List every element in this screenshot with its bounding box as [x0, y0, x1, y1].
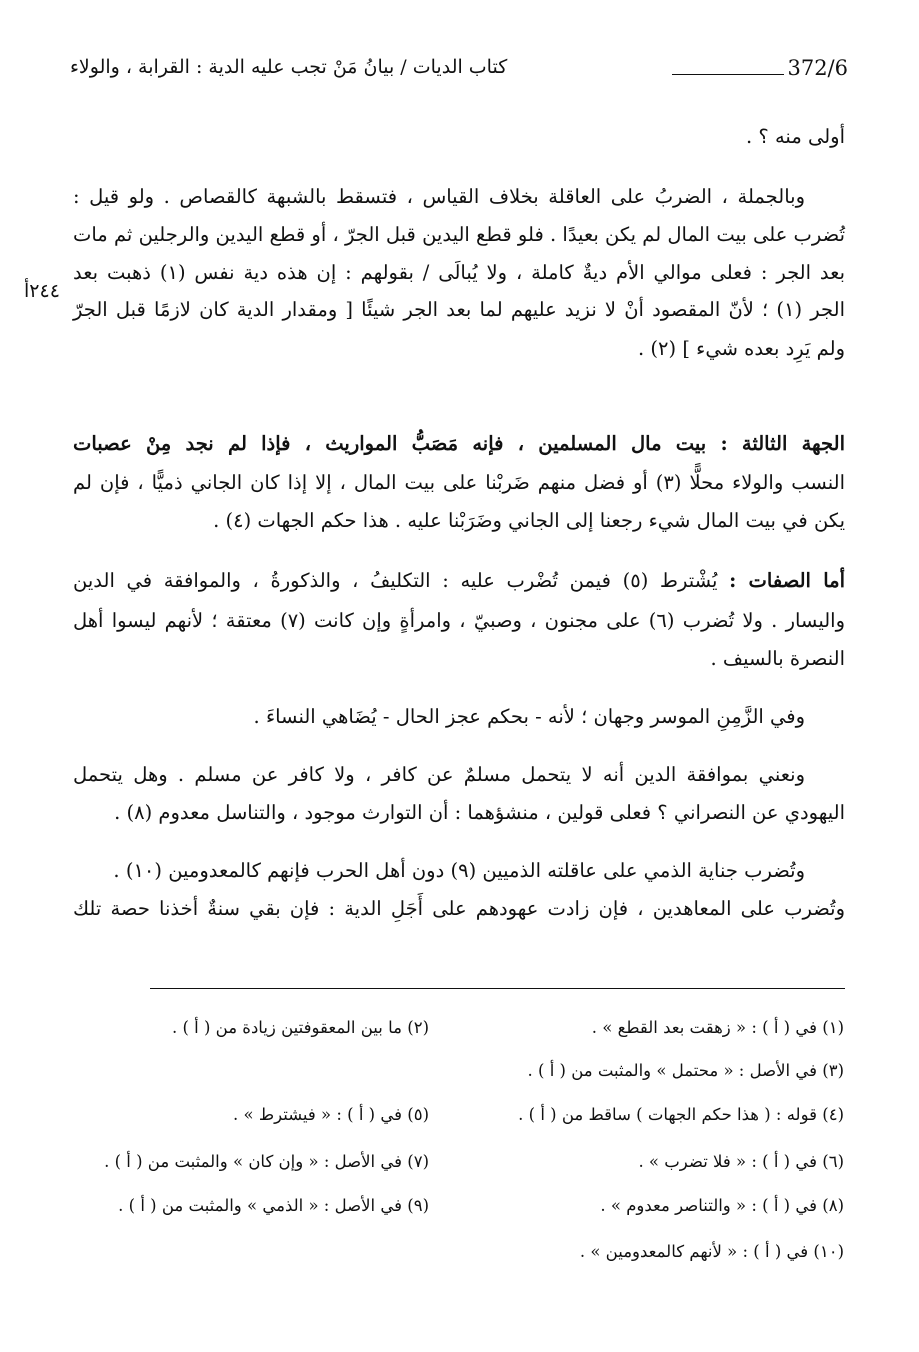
footnote: (٩) في الأصل : « الذمي » والمثبت من ( أ ) .: [118, 1196, 429, 1215]
page-number: 372/6: [787, 56, 848, 80]
footnote: (٨) في ( أ ) : « والتناصر معدوم » .: [600, 1196, 844, 1215]
text-line: الجر (١) ؛ لأنّ المقصود أنْ لا نزيد عليهم لما بعد الجر شيئًا [ ومقدار الدية كان لازمًا قبل الجرّ: [73, 298, 845, 321]
text-line: النسب والولاء محلًّا (٣) أو فضل منهم ضَربْنا على بيت المال ، إلا إذا كان الجاني ذميًّا ، فإن لم: [73, 471, 845, 494]
footnote-rule: [150, 988, 845, 989]
header-rule: [672, 74, 784, 75]
text-line: ونعني بموافقة الدين أنه لا يتحمل مسلمٌ عن كافر ، ولا كافر عن مسلم . وهل يتحمل: [73, 763, 805, 786]
running-title: كتاب الديات / بيانُ مَنْ تجب عليه الدية : القرابة ، والولاء: [70, 56, 508, 78]
running-header: [70, 52, 848, 92]
text-line: ولم يَرِد بعده شيء ] (٢) .: [638, 337, 845, 360]
footnote: (٢) ما بين المعقوفتين زيادة من ( أ ) .: [171, 1018, 429, 1037]
text-line: أولى منه ؟ .: [746, 125, 845, 148]
text-line: وفي الزَّمِنِ الموسر وجهان ؛ لأنه - بحكم عجز الحال - يُضَاهي النساءَ .: [253, 705, 805, 728]
footnote: (٣) في الأصل : « محتمل » والمثبت من ( أ ) .: [527, 1061, 844, 1080]
text-line: وتُضرب على المعاهدين ، فإن زادت عهودهم على أَجَلِ الدية : فإن بقي سنةٌ أخذنا حصة تلك: [73, 897, 845, 920]
footnote: (٤) قوله : ( هذا حكم الجهات ) ساقط من ( أ ) .: [518, 1105, 844, 1124]
text-line: النصرة بالسيف .: [710, 647, 845, 670]
footnote: (٥) في ( أ ) : « فيشترط » .: [233, 1105, 429, 1124]
text-line-heading: الجهة الثالثة : بيت مال المسلمين ، فإنه مَصَبُّ المواريث ، فإذا لم نجد مِنْ عصبات: [73, 432, 845, 455]
text-line: بعد الجر : فعلى موالي الأم ديةٌ كاملة ، ولا يُبالَى / بقولهم : إن هذه دية نفس (١) ذهبت بعد: [73, 261, 845, 284]
text-line: واليسار . ولا تُضرب (٦) على مجنون ، وصبيّ ، وامرأةٍ وإن كانت (٧) معتقة ؛ لأنهم ليسوا أهل: [73, 609, 845, 632]
footnote: (٦) في ( أ ) : « فلا تضرب » .: [638, 1152, 844, 1171]
text-line: يكن في بيت المال شيء رجعنا إلى الجاني وضَرَبْنا عليه . هذا حكم الجهات (٤) .: [213, 509, 845, 532]
text-line: وتُضرب جناية الذمي على عاقلته الذميين (٩) دون أهل الحرب فإنهم كالمعدومين (١٠) .: [113, 859, 805, 882]
section-heading: أما الصفات :: [729, 569, 845, 592]
text-line-heading: أما الصفات : يُشْترط (٥) فيمن تُضْرب عليه : التكليفُ ، والذكورةُ ، والموافقة في الدين: [73, 569, 845, 592]
text-line: وبالجملة ، الضربُ على العاقلة بخلاف القياس ، فتسقط بالشبهة كالقصاص . ولو قيل :: [73, 185, 805, 208]
footnote: (١٠) في ( أ ) : « لأنهم كالمعدومين » .: [579, 1242, 844, 1261]
footnote: (١) في ( أ ) : « زهقت بعد القطع » .: [591, 1018, 844, 1037]
margin-folio-note: ٢٤٤أ: [24, 280, 60, 302]
text-line: تُضرب على بيت المال لم يكن بعيدًا . فلو قطع اليدين قبل الجرّ ، أو قطع اليدين والرجلين ثم مات: [73, 223, 845, 246]
footnote: (٧) في الأصل : « وإن كان » والمثبت من ( أ ) .: [104, 1152, 429, 1171]
text-line: اليهودي عن النصراني ؟ فعلى قولين ، منشؤهما : أن التوارث موجود ، والتناسل معدوم (٨) .: [114, 801, 845, 824]
